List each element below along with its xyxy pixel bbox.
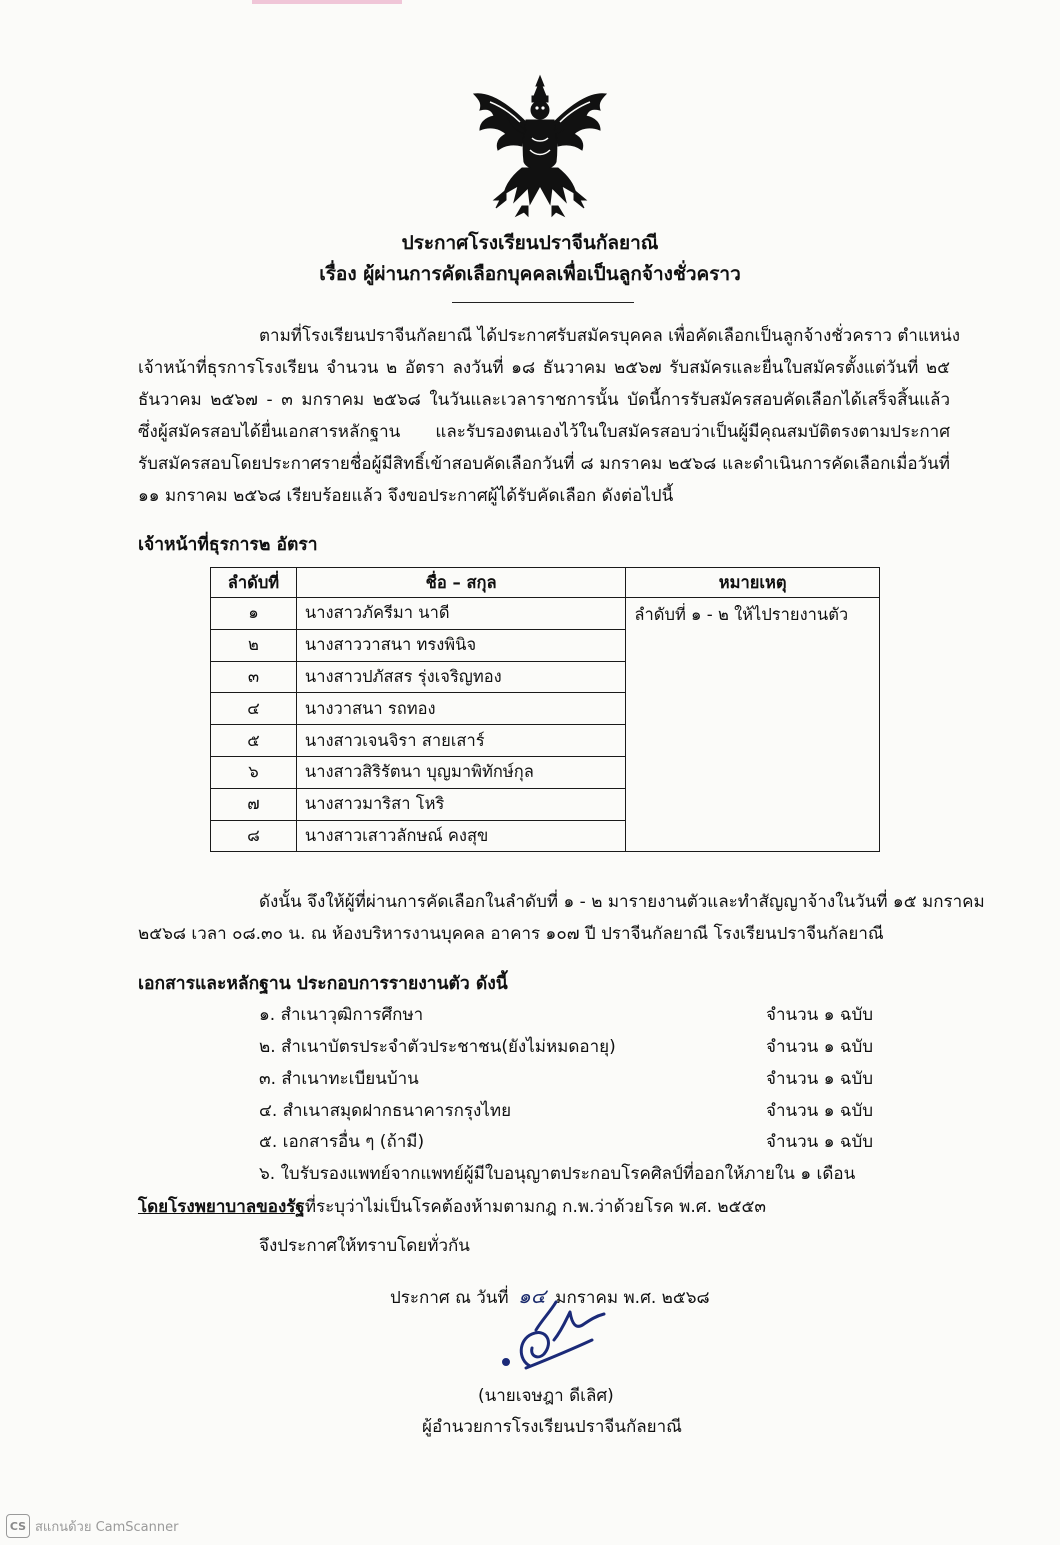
document-item-qty: จำนวน ๑ ฉบับ bbox=[766, 1101, 874, 1121]
document-item-6-rest: ที่ระบุว่าไม่เป็นโรคต้องห้ามตามกฎ ก.พ.ว่าด้วยโรค พ.ศ. ๒๕๕๓ bbox=[304, 1197, 766, 1217]
row-name: นางสาวปภัสสร รุ่งเจริญทอง bbox=[296, 661, 625, 693]
report-line-2: ๒๕๖๘ เวลา ๐๘.๓๐ น. ณ ห้องบริหารงานบุคคล อาคาร ๑๐๗ ปี ปราจีนกัลยาณี โรงเรียนปราจีนกัลยาณี bbox=[138, 924, 884, 944]
header-order: ลำดับที่ bbox=[211, 568, 297, 598]
row-note: ลำดับที่ ๑ - ๒ ให้ไปรายงานตัว bbox=[626, 598, 880, 852]
intro-line-1: ตามที่โรงเรียนปราจีนกัลยาณี ได้ประกาศรับสมัครบุคคล เพื่อคัดเลือกเป็นลูกจ้างชั่วคราว ตำแหน่ง bbox=[259, 326, 961, 346]
row-name: นางสาววาสนา ทรงพินิจ bbox=[296, 629, 625, 661]
document-item-label: ๑. สำเนาวุฒิการศึกษา bbox=[259, 1005, 424, 1025]
date-prefix: ประกาศ ณ วันที่ bbox=[390, 1288, 509, 1308]
top-edge-mark bbox=[252, 0, 402, 4]
document-item-label: ๓. สำเนาทะเบียนบ้าน bbox=[259, 1069, 419, 1089]
header-name: ชื่อ – สกุล bbox=[296, 568, 625, 598]
document-item-qty: จำนวน ๑ ฉบับ bbox=[766, 1005, 874, 1025]
date-day: ๑๔ bbox=[518, 1284, 546, 1308]
row-name: นางสาวเจนจิรา สายเสาร์ bbox=[296, 725, 625, 757]
document-item-label: ๔. สำเนาสมุดฝากธนาคารกรุงไทย bbox=[259, 1101, 512, 1121]
row-name: นางสาวสิริรัตนา บุญมาพิทักษ์กุล bbox=[296, 756, 625, 788]
document-item-6-continued bbox=[138, 1193, 766, 1220]
row-name: นางวาสนา รถทอง bbox=[296, 693, 625, 725]
date-rest: มกราคม พ.ศ. ๒๕๖๘ bbox=[555, 1288, 710, 1308]
row-order: ๖ bbox=[211, 756, 297, 788]
title-underline bbox=[452, 302, 634, 303]
documents-heading: เอกสารและหลักฐาน ประกอบการรายงานตัว ดังนี้ bbox=[138, 974, 508, 994]
scanner-watermark bbox=[6, 1514, 178, 1538]
document-item-qty: จำนวน ๑ ฉบับ bbox=[766, 1132, 874, 1152]
signature-icon bbox=[496, 1290, 608, 1374]
row-order: ๓ bbox=[211, 661, 297, 693]
camscanner-logo-icon: CS bbox=[6, 1514, 30, 1538]
table-row bbox=[211, 598, 880, 630]
underlined-hospital-requirement: โดยโรงพยาบาลของรัฐ bbox=[138, 1197, 305, 1217]
document-item-6: ๖. ใบรับรองแพทย์จากแพทย์ผู้มีใบอนุญาตประกอบโรคศิลป์ที่ออกให้ภายใน ๑ เดือน bbox=[259, 1164, 856, 1184]
announcement-title: ประกาศโรงเรียนปราจีนกัลยาณี bbox=[401, 232, 659, 254]
intro-line-2: เจ้าหน้าที่ธุรการโรงเรียน จำนวน ๒ อัตรา ลงวันที่ ๑๘ ธันวาคม ๒๕๖๗ รับสมัครและยื่นใบสมัครตั้งแต่วันที่ ๒๕ bbox=[138, 358, 950, 378]
intro-line-3: ธันวาคม ๒๕๖๗ - ๓ มกราคม ๒๕๖๘ ในวันและเวลาราชการนั้น บัดนี้การรับสมัครสอบคัดเลือกได้เสร็จสิ้นแล้ว bbox=[138, 390, 950, 410]
document-item-label: ๒. สำเนาบัตรประจำตัวประชาชน(ยังไม่หมดอายุ) bbox=[259, 1037, 616, 1057]
row-name: นางสาวมาริสา โหริ bbox=[296, 788, 625, 820]
row-name: นางสาวภัครีมา นาดี bbox=[296, 598, 625, 630]
row-order: ๘ bbox=[211, 820, 297, 852]
document-item-qty: จำนวน ๑ ฉบับ bbox=[766, 1037, 874, 1057]
row-order: ๒ bbox=[211, 629, 297, 661]
table-header-row bbox=[211, 568, 880, 598]
document-item-qty: จำนวน ๑ ฉบับ bbox=[766, 1069, 874, 1089]
signatory-position: ผู้อำนวยการโรงเรียนปราจีนกัลยาณี bbox=[422, 1417, 682, 1437]
closing-statement: จึงประกาศให้ทราบโดยทั่วกัน bbox=[259, 1236, 470, 1256]
scanner-watermark-text: สแกนด้วย CamScanner bbox=[35, 1519, 179, 1535]
position-heading: เจ้าหน้าที่ธุรการ๒ อัตรา bbox=[138, 535, 318, 555]
garuda-emblem-icon bbox=[466, 72, 614, 218]
intro-line-6: ๑๑ มกราคม ๒๕๖๘ เรียบร้อยแล้ว จึงขอประกาศผู้ได้รับคัดเลือก ดังต่อไปนี้ bbox=[138, 486, 674, 506]
header-note: หมายเหตุ bbox=[626, 568, 880, 598]
row-order: ๑ bbox=[211, 598, 297, 630]
row-order: ๔ bbox=[211, 693, 297, 725]
row-name: นางสาวเสาวลักษณ์ คงสุข bbox=[296, 820, 625, 852]
selected-candidates-table bbox=[210, 567, 880, 852]
report-line-1: ดังนั้น จึงให้ผู้ที่ผ่านการคัดเลือกในลำดับที่ ๑ - ๒ มารายงานตัวและทำสัญญาจ้างในวันที่ ๑๕ มกราคม bbox=[259, 892, 985, 912]
intro-line-5: รับสมัครสอบโดยประกาศรายชื่อผู้มีสิทธิ์เข้าสอบคัดเลือกวันที่ ๘ มกราคม ๒๕๖๘ และดำเนินการคัดเลือกเมื่อวันที่ bbox=[138, 454, 950, 474]
row-order: ๕ bbox=[211, 725, 297, 757]
signatory-name: (นายเจษฎา ดีเลิศ) bbox=[478, 1386, 614, 1406]
row-order: ๗ bbox=[211, 788, 297, 820]
intro-line-4: ซึ่งผู้สมัครสอบได้ยื่นเอกสารหลักฐาน และรับรองตนเองไว้ในใบสมัครสอบว่าเป็นผู้มีคุณสมบัติตรงตามประกาศ bbox=[138, 422, 950, 442]
announcement-subject: เรื่อง ผู้ผ่านการคัดเลือกบุคคลเพื่อเป็นลูกจ้างชั่วคราว bbox=[319, 263, 741, 285]
document-item-label: ๕. เอกสารอื่น ๆ (ถ้ามี) bbox=[259, 1132, 425, 1152]
